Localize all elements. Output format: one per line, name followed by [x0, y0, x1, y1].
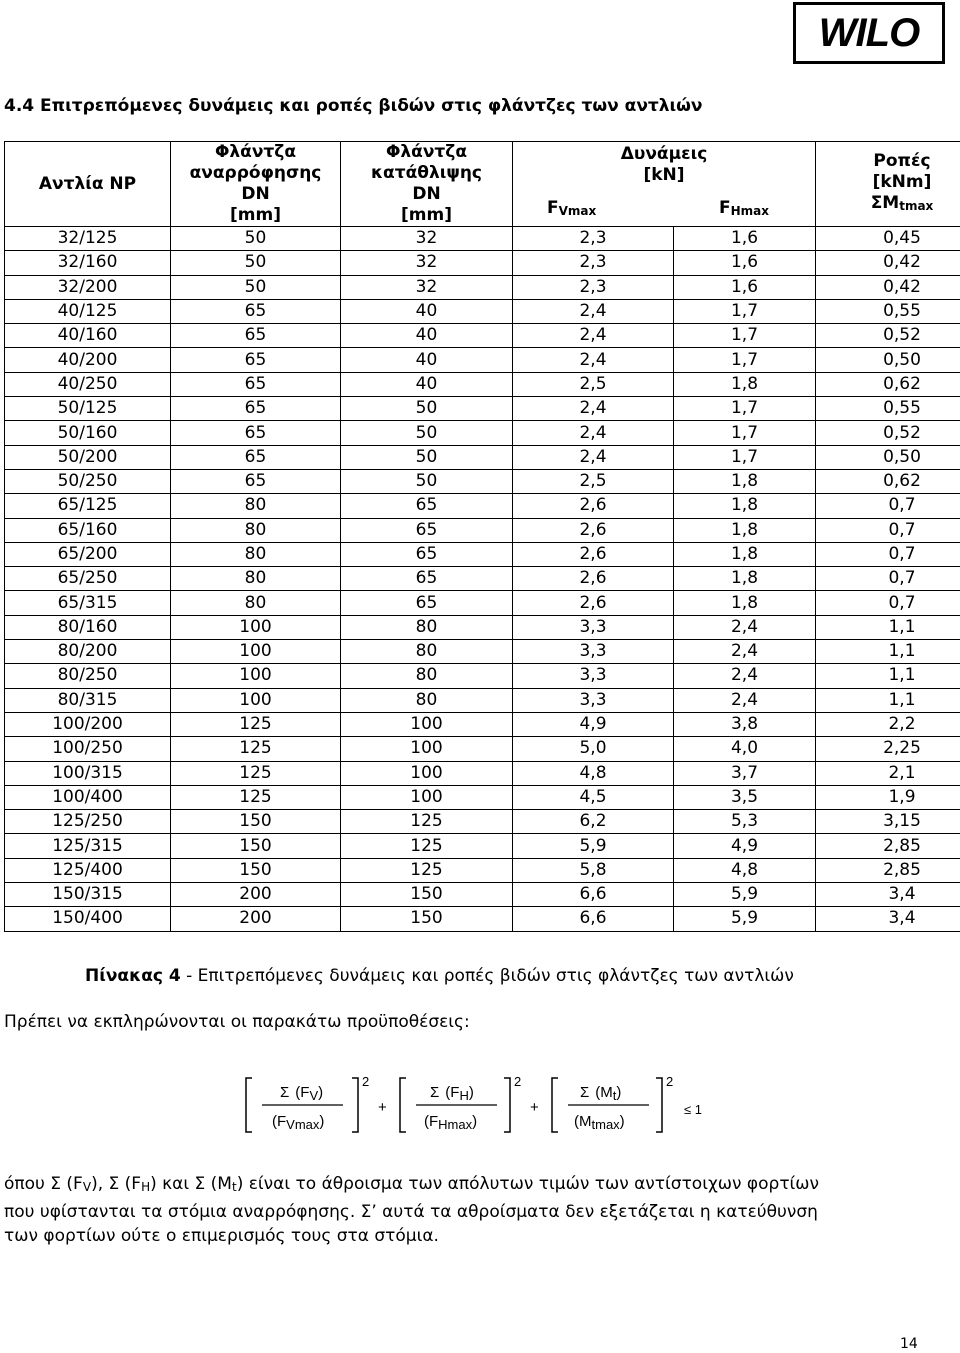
cell-suction-dn: 50: [171, 251, 341, 275]
cell-pump: 80/250: [5, 664, 171, 688]
cell-pump: 80/160: [5, 615, 171, 639]
cell-pump: 80/315: [5, 688, 171, 712]
cell-discharge-dn: 125: [341, 834, 513, 858]
cell-mtmax: 0,45: [816, 227, 960, 251]
cell-pump: 50/125: [5, 397, 171, 421]
cell-discharge-dn: 32: [341, 227, 513, 251]
cell-mtmax: 2,25: [816, 737, 960, 761]
cell-suction-dn: 150: [171, 834, 341, 858]
cell-suction-dn: 100: [171, 615, 341, 639]
cell-fvmax: 5,0: [513, 737, 674, 761]
cell-pump: 50/250: [5, 469, 171, 493]
table-header-row: [5, 142, 960, 227]
header-pump: Αντλία NP: [5, 142, 171, 227]
caption-text: - Επιτρεπόμενες δυνάμεις και ροπές βιδών στις φλάντζες των αντλιών: [180, 966, 794, 986]
cell-mtmax: 0,62: [816, 469, 960, 493]
cell-suction-dn: 80: [171, 494, 341, 518]
cell-pump: 80/200: [5, 640, 171, 664]
cell-discharge-dn: 80: [341, 640, 513, 664]
cell-mtmax: 0,50: [816, 348, 960, 372]
cell-mtmax: 0,7: [816, 518, 960, 542]
cell-fvmax: 2,4: [513, 299, 674, 323]
conditions-intro: Πρέπει να εκπληρώνονται οι παρακάτω προϋποθέσεις:: [4, 1012, 470, 1032]
cell-fvmax: 3,3: [513, 688, 674, 712]
cell-fvmax: 2,3: [513, 251, 674, 275]
cell-fhmax: 1,8: [674, 372, 816, 396]
cell-suction-dn: 125: [171, 737, 341, 761]
cell-fvmax: 6,2: [513, 810, 674, 834]
cell-mtmax: 3,4: [816, 883, 960, 907]
header-suction-flange: Φλάντζα αναρρόφησης DN [mm]: [171, 142, 341, 227]
cell-suction-dn: 65: [171, 445, 341, 469]
cell-fvmax: 2,4: [513, 421, 674, 445]
cell-discharge-dn: 100: [341, 761, 513, 785]
formula-rhs: ≤ 1: [684, 1102, 702, 1117]
cell-pump: 150/400: [5, 907, 171, 931]
table-row: [5, 348, 960, 372]
cell-fvmax: 2,4: [513, 445, 674, 469]
cell-suction-dn: 125: [171, 785, 341, 809]
cell-mtmax: 0,55: [816, 299, 960, 323]
cell-discharge-dn: 40: [341, 372, 513, 396]
cell-suction-dn: 65: [171, 372, 341, 396]
cell-suction-dn: 65: [171, 397, 341, 421]
cell-discharge-dn: 40: [341, 299, 513, 323]
cell-suction-dn: 125: [171, 712, 341, 736]
cell-fhmax: 3,8: [674, 712, 816, 736]
cell-discharge-dn: 80: [341, 664, 513, 688]
cell-mtmax: 2,2: [816, 712, 960, 736]
header-moments: Ροπές [kNm] $\Sigma M_{tmax}$: [816, 142, 960, 227]
cell-fhmax: 1,7: [674, 421, 816, 445]
table-row: [5, 712, 960, 736]
cell-fhmax: 1,8: [674, 591, 816, 615]
cell-fhmax: 1,7: [674, 324, 816, 348]
cell-fvmax: 2,6: [513, 494, 674, 518]
cell-suction-dn: 50: [171, 227, 341, 251]
cell-discharge-dn: 50: [341, 397, 513, 421]
cell-fhmax: 1,7: [674, 397, 816, 421]
cell-fvmax: 2,3: [513, 275, 674, 299]
cell-pump: 40/125: [5, 299, 171, 323]
cell-fvmax: 6,6: [513, 883, 674, 907]
formula-term2-numerator: Σ (FH): [430, 1084, 474, 1103]
cell-pump: 125/400: [5, 858, 171, 882]
cell-fhmax: 4,8: [674, 858, 816, 882]
section-heading: 4.4 Επιτρεπόμενες δυνάμεις και ροπές βιδών στις φλάντζες των αντλιών: [4, 96, 703, 116]
table-row: [5, 445, 960, 469]
table-row: [5, 542, 960, 566]
table-row: [5, 591, 960, 615]
formula-term1-numerator: Σ (FV): [280, 1084, 324, 1103]
cell-fvmax: 2,4: [513, 348, 674, 372]
cell-suction-dn: 65: [171, 421, 341, 445]
cell-discharge-dn: 50: [341, 421, 513, 445]
table-row: [5, 494, 960, 518]
formula-power-1: 2: [362, 1074, 370, 1089]
wilo-logo: [793, 2, 945, 64]
cell-fhmax: 2,4: [674, 688, 816, 712]
cell-suction-dn: 125: [171, 761, 341, 785]
cell-suction-dn: 150: [171, 810, 341, 834]
cell-pump: 40/160: [5, 324, 171, 348]
table-row: [5, 299, 960, 323]
cell-mtmax: 1,1: [816, 615, 960, 639]
cell-discharge-dn: 40: [341, 324, 513, 348]
formula-term3-denominator: (Mtmax): [574, 1113, 625, 1132]
explanation-text: [4, 1172, 948, 1249]
table-row: [5, 761, 960, 785]
forces-table: [4, 141, 960, 932]
table-row: [5, 834, 960, 858]
load-condition-formula: [240, 1072, 720, 1140]
cell-fhmax: 3,7: [674, 761, 816, 785]
cell-pump: 50/200: [5, 445, 171, 469]
cell-fvmax: 2,3: [513, 227, 674, 251]
cell-pump: 65/125: [5, 494, 171, 518]
cell-fvmax: 4,9: [513, 712, 674, 736]
cell-mtmax: 3,15: [816, 810, 960, 834]
explanation-line-2: που υφίστανται τα στόμια αναρρόφησης. Σ’ αυτά τα αθροίσματα δεν εξετάζεται η κατεύθυνση: [4, 1201, 818, 1222]
cell-fvmax: 5,8: [513, 858, 674, 882]
table-row: [5, 664, 960, 688]
explanation-line-1: όπου Σ $(F_V)$, Σ $(F_H)$ και Σ $(M_t)$ είναι το άθροισμα των απόλυτων τιμών των αντίστοιχων φορτίων: [4, 1174, 820, 1194]
header-fvmax: $F_{Vmax}$: [547, 198, 597, 218]
cell-fhmax: 1,8: [674, 494, 816, 518]
cell-pump: 65/250: [5, 567, 171, 591]
cell-fvmax: 6,6: [513, 907, 674, 931]
cell-suction-dn: 100: [171, 640, 341, 664]
cell-discharge-dn: 50: [341, 445, 513, 469]
table-row: [5, 810, 960, 834]
cell-pump: 100/250: [5, 737, 171, 761]
cell-discharge-dn: 80: [341, 615, 513, 639]
cell-suction-dn: 65: [171, 348, 341, 372]
page-number: 14: [900, 1336, 918, 1352]
cell-discharge-dn: 125: [341, 858, 513, 882]
cell-pump: 100/400: [5, 785, 171, 809]
header-discharge-flange: Φλάντζα κατάθλιψης DN [mm]: [341, 142, 513, 227]
formula-power-3: 2: [666, 1074, 674, 1089]
cell-fhmax: 1,7: [674, 445, 816, 469]
cell-suction-dn: 80: [171, 591, 341, 615]
table-row: [5, 858, 960, 882]
table-row: [5, 640, 960, 664]
cell-discharge-dn: 65: [341, 518, 513, 542]
cell-fvmax: 2,5: [513, 372, 674, 396]
table-row: [5, 372, 960, 396]
cell-pump: 65/315: [5, 591, 171, 615]
cell-mtmax: 0,7: [816, 542, 960, 566]
table-row: [5, 737, 960, 761]
cell-discharge-dn: 100: [341, 737, 513, 761]
cell-fhmax: 1,6: [674, 275, 816, 299]
cell-pump: 100/200: [5, 712, 171, 736]
formula-power-2: 2: [514, 1074, 522, 1089]
cell-fhmax: 1,6: [674, 251, 816, 275]
cell-mtmax: 0,7: [816, 567, 960, 591]
cell-fvmax: 5,9: [513, 834, 674, 858]
cell-discharge-dn: 100: [341, 712, 513, 736]
cell-mtmax: 2,85: [816, 834, 960, 858]
cell-mtmax: 1,1: [816, 664, 960, 688]
cell-suction-dn: 65: [171, 469, 341, 493]
table-caption: [85, 966, 794, 986]
cell-fhmax: 1,8: [674, 567, 816, 591]
cell-fhmax: 2,4: [674, 615, 816, 639]
cell-mtmax: 0,7: [816, 591, 960, 615]
table-row: [5, 688, 960, 712]
cell-discharge-dn: 50: [341, 469, 513, 493]
table-row: [5, 227, 960, 251]
cell-mtmax: 0,55: [816, 397, 960, 421]
cell-discharge-dn: 40: [341, 348, 513, 372]
cell-discharge-dn: 100: [341, 785, 513, 809]
cell-mtmax: 0,42: [816, 251, 960, 275]
cell-suction-dn: 100: [171, 664, 341, 688]
cell-fvmax: 3,3: [513, 640, 674, 664]
cell-discharge-dn: 65: [341, 542, 513, 566]
cell-pump: 100/315: [5, 761, 171, 785]
cell-fhmax: 5,9: [674, 907, 816, 931]
cell-fvmax: 2,6: [513, 542, 674, 566]
cell-suction-dn: 100: [171, 688, 341, 712]
table-row: [5, 785, 960, 809]
cell-fhmax: 1,8: [674, 542, 816, 566]
cell-suction-dn: 50: [171, 275, 341, 299]
header-fhmax: $F_{Hmax}$: [718, 198, 769, 218]
cell-fvmax: 3,3: [513, 664, 674, 688]
cell-mtmax: 1,1: [816, 640, 960, 664]
cell-suction-dn: 80: [171, 567, 341, 591]
cell-suction-dn: 200: [171, 883, 341, 907]
cell-mtmax: 1,1: [816, 688, 960, 712]
cell-discharge-dn: 32: [341, 251, 513, 275]
cell-fvmax: 2,4: [513, 324, 674, 348]
cell-mtmax: 0,52: [816, 324, 960, 348]
table-row: [5, 324, 960, 348]
logo-text: WILO: [818, 10, 920, 55]
cell-fhmax: 4,9: [674, 834, 816, 858]
formula-term1-denominator: (FVmax): [272, 1113, 325, 1132]
table-row: [5, 251, 960, 275]
cell-mtmax: 0,7: [816, 494, 960, 518]
cell-fhmax: 1,8: [674, 518, 816, 542]
cell-discharge-dn: 65: [341, 567, 513, 591]
table-row: [5, 275, 960, 299]
formula-plus-1: +: [378, 1099, 387, 1116]
table-body: [5, 227, 960, 932]
table-row: [5, 615, 960, 639]
cell-discharge-dn: 32: [341, 275, 513, 299]
cell-pump: 40/250: [5, 372, 171, 396]
cell-pump: 32/160: [5, 251, 171, 275]
cell-fvmax: 2,5: [513, 469, 674, 493]
cell-pump: 65/160: [5, 518, 171, 542]
cell-discharge-dn: 125: [341, 810, 513, 834]
cell-suction-dn: 200: [171, 907, 341, 931]
cell-pump: 65/200: [5, 542, 171, 566]
cell-pump: 125/315: [5, 834, 171, 858]
cell-mtmax: 3,4: [816, 907, 960, 931]
cell-fhmax: 1,6: [674, 227, 816, 251]
cell-pump: 150/315: [5, 883, 171, 907]
cell-suction-dn: 65: [171, 299, 341, 323]
table-row: [5, 907, 960, 931]
formula-plus-2: +: [530, 1099, 539, 1116]
table-row: [5, 397, 960, 421]
cell-discharge-dn: 65: [341, 591, 513, 615]
formula-term3-numerator: Σ (Mt): [580, 1084, 622, 1103]
cell-mtmax: 0,50: [816, 445, 960, 469]
cell-fhmax: 2,4: [674, 640, 816, 664]
cell-mtmax: 1,9: [816, 785, 960, 809]
cell-pump: 40/200: [5, 348, 171, 372]
cell-discharge-dn: 80: [341, 688, 513, 712]
cell-fvmax: 2,6: [513, 567, 674, 591]
cell-pump: 32/125: [5, 227, 171, 251]
cell-suction-dn: 150: [171, 858, 341, 882]
cell-suction-dn: 80: [171, 542, 341, 566]
cell-fhmax: 1,7: [674, 299, 816, 323]
cell-fhmax: 2,4: [674, 664, 816, 688]
cell-discharge-dn: 150: [341, 883, 513, 907]
cell-fvmax: 2,4: [513, 397, 674, 421]
cell-fhmax: 5,9: [674, 883, 816, 907]
table-row: [5, 421, 960, 445]
cell-discharge-dn: 65: [341, 494, 513, 518]
explanation-line-3: των φορτίων ούτε ο επιμερισμός τους στα στόμια.: [4, 1226, 439, 1246]
cell-pump: 125/250: [5, 810, 171, 834]
formula-term2-denominator: (FHmax): [424, 1113, 478, 1132]
cell-fvmax: 4,5: [513, 785, 674, 809]
cell-fvmax: 4,8: [513, 761, 674, 785]
cell-fhmax: 1,8: [674, 469, 816, 493]
cell-mtmax: 2,85: [816, 858, 960, 882]
cell-fvmax: 2,6: [513, 591, 674, 615]
cell-fhmax: 4,0: [674, 737, 816, 761]
cell-fhmax: 3,5: [674, 785, 816, 809]
header-forces: Δυνάμεις [kN] $F_{Vmax}$ $F_{Hmax}$: [513, 142, 816, 227]
table-row: [5, 567, 960, 591]
cell-fvmax: 3,3: [513, 615, 674, 639]
cell-pump: 50/160: [5, 421, 171, 445]
table-row: [5, 883, 960, 907]
cell-fhmax: 1,7: [674, 348, 816, 372]
table-row: [5, 469, 960, 493]
caption-label: Πίνακας 4: [85, 966, 181, 986]
cell-mtmax: 0,62: [816, 372, 960, 396]
cell-pump: 32/200: [5, 275, 171, 299]
cell-suction-dn: 65: [171, 324, 341, 348]
cell-discharge-dn: 150: [341, 907, 513, 931]
cell-mtmax: 2,1: [816, 761, 960, 785]
table-row: [5, 518, 960, 542]
cell-mtmax: 0,52: [816, 421, 960, 445]
cell-fvmax: 2,6: [513, 518, 674, 542]
cell-mtmax: 0,42: [816, 275, 960, 299]
cell-fhmax: 5,3: [674, 810, 816, 834]
cell-suction-dn: 80: [171, 518, 341, 542]
